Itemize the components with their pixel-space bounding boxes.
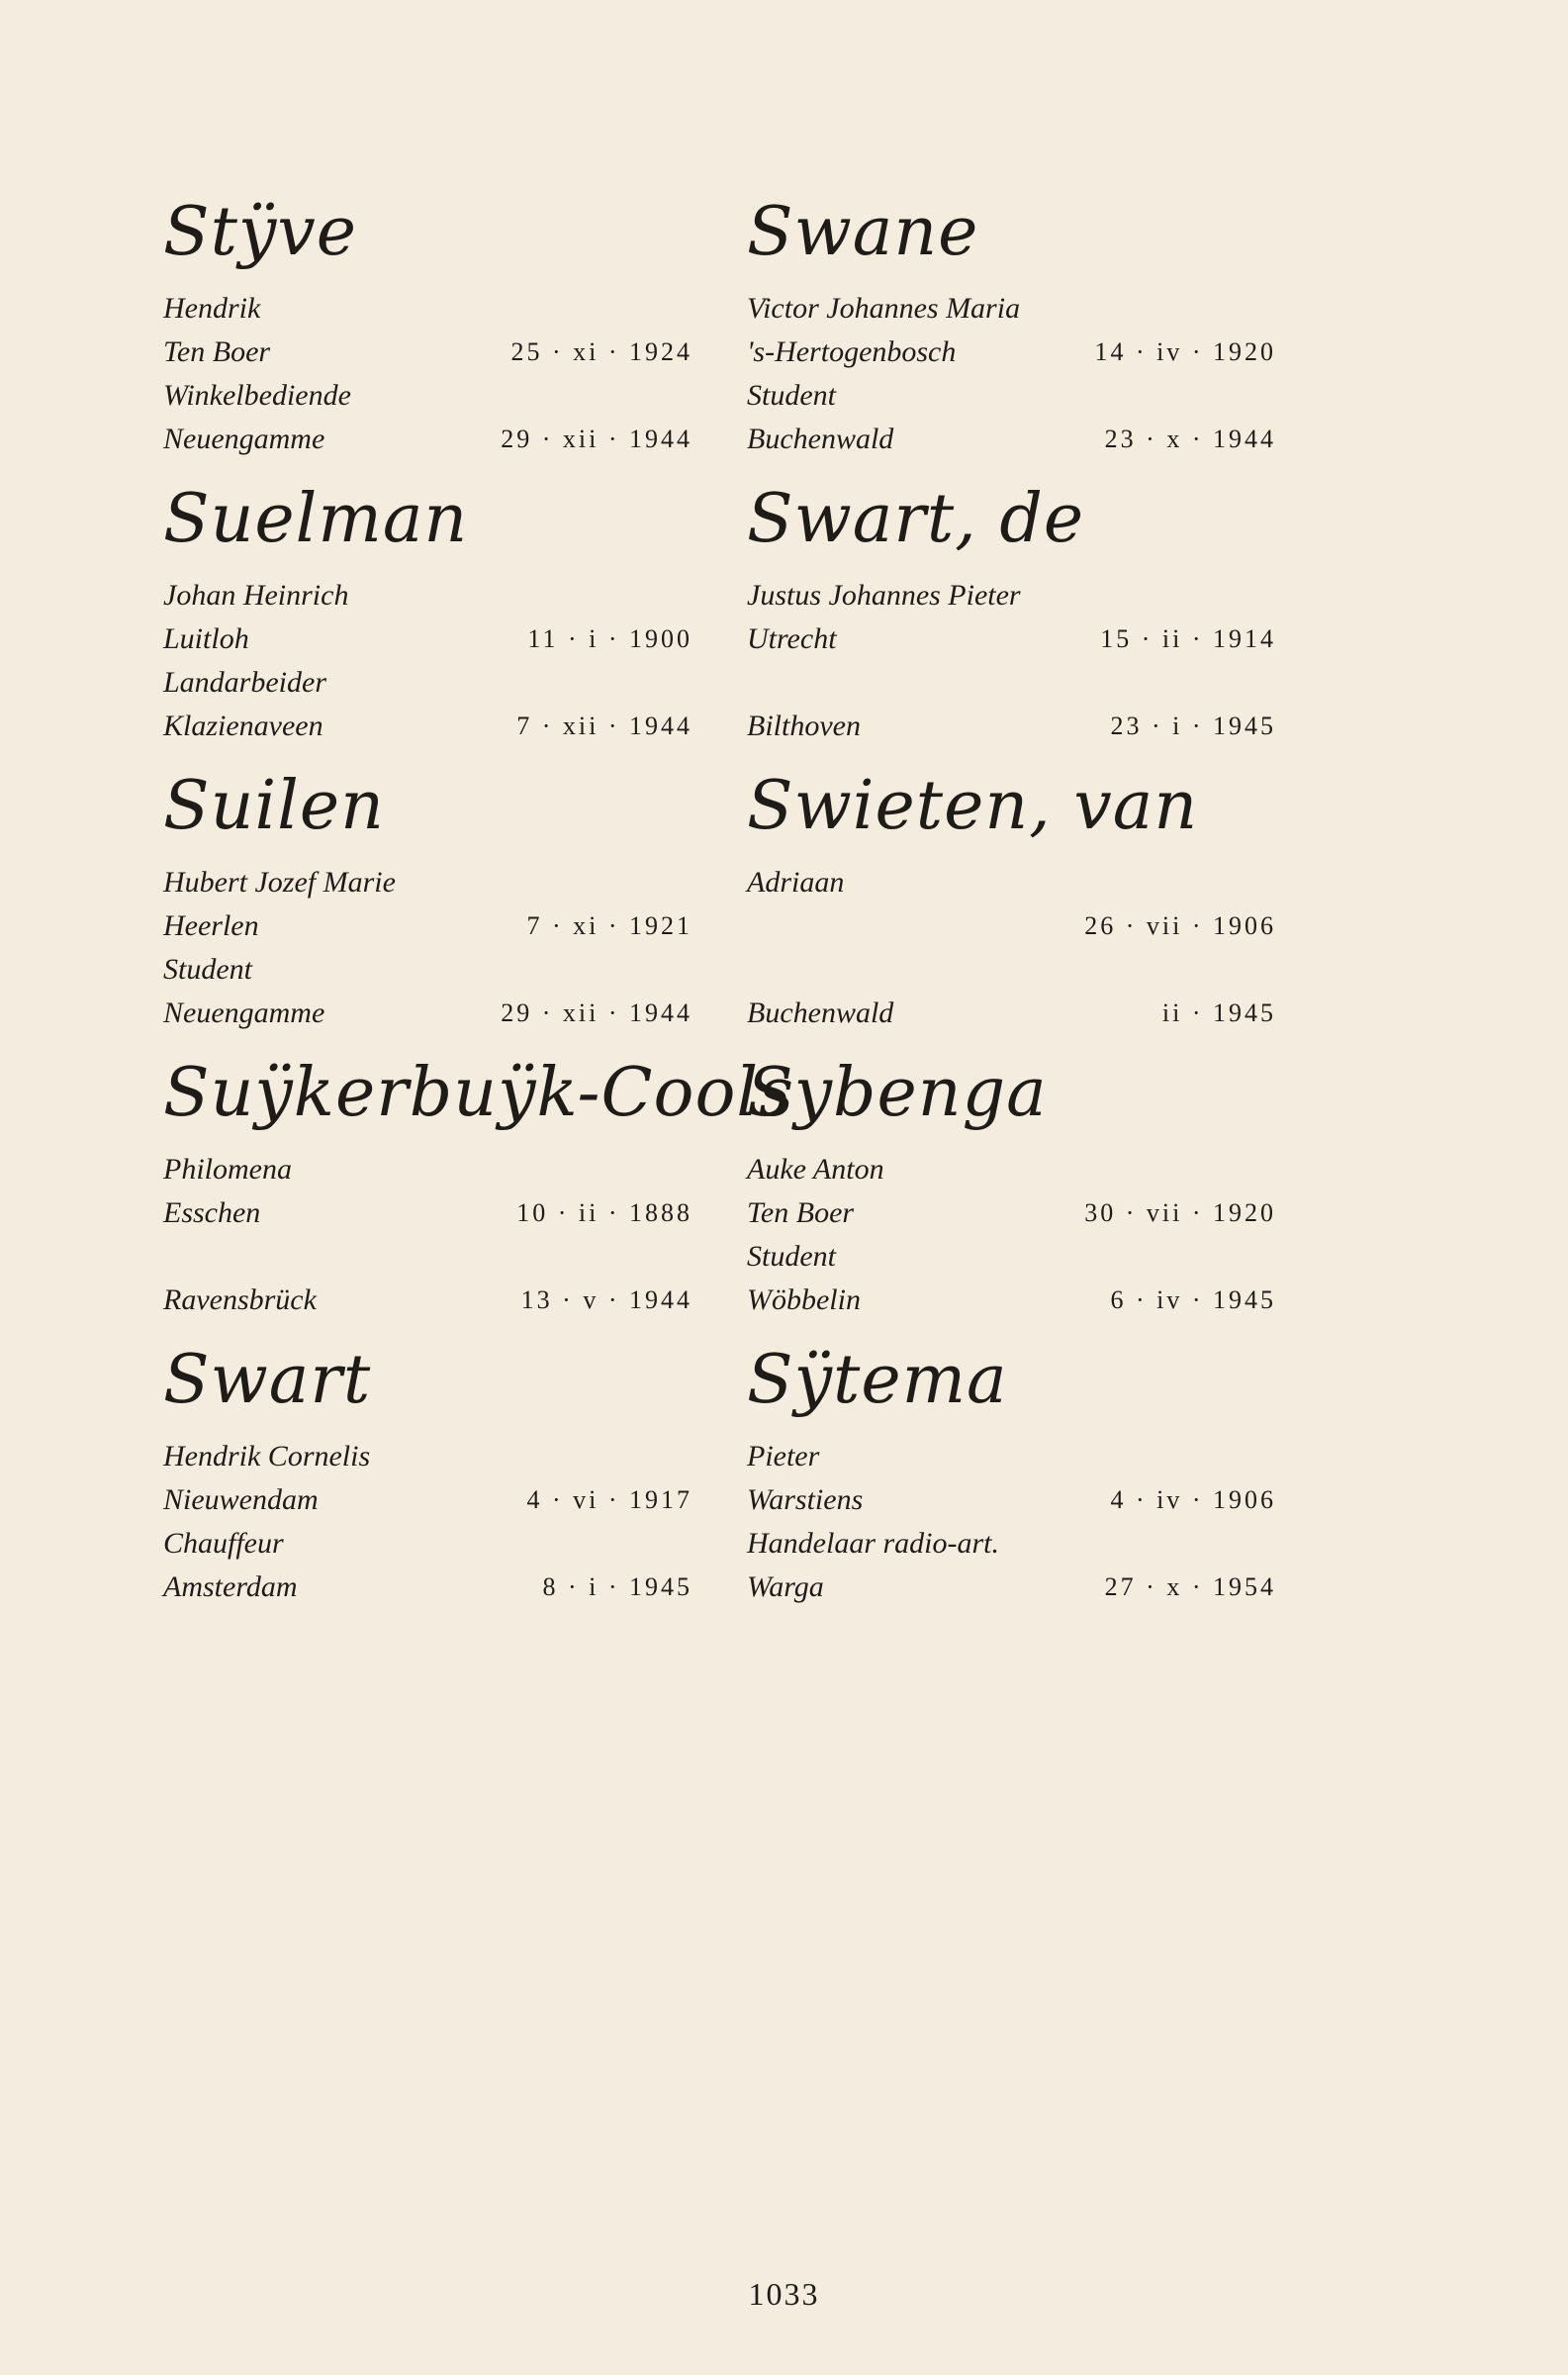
line-date: 11 · i · 1900 <box>527 624 692 653</box>
entry-occupation <box>163 374 717 418</box>
line-date: 23 · i · 1945 <box>1110 712 1276 740</box>
entry <box>163 762 717 1049</box>
line-text: Victor Johannes Maria <box>747 292 1021 325</box>
entry-occupation <box>747 948 1301 992</box>
entry-given-names <box>747 574 1301 618</box>
entry-surname: Swane <box>747 193 979 271</box>
entry-given-names <box>163 287 717 331</box>
entry-given-names <box>747 1148 1301 1191</box>
entry-given-names <box>747 287 1301 331</box>
entry-birth <box>747 618 1301 661</box>
line-date: ii · 1945 <box>1161 998 1276 1027</box>
line-text: Warga <box>747 1570 824 1603</box>
entry-given-names <box>163 861 717 904</box>
entry-birth <box>163 1478 717 1522</box>
line-date: 26 · vii · 1906 <box>1084 911 1276 940</box>
entry-occupation <box>163 661 717 705</box>
line-text: Wöbbelin <box>747 1283 861 1316</box>
line-text: Bilthoven <box>747 710 861 742</box>
entry-death <box>747 1566 1301 1609</box>
entry-surname: Swart, de <box>747 480 1085 558</box>
line-text: Heerlen <box>163 909 259 942</box>
line-text: Neuengamme <box>163 997 325 1029</box>
line-text: Buchenwald <box>747 997 894 1029</box>
line-date: 15 · ii · 1914 <box>1100 624 1276 653</box>
line-text: Luitloh <box>163 622 249 655</box>
line-text: Klazienaveen <box>163 710 323 742</box>
entry-birth <box>163 331 717 374</box>
line-date: 27 · x · 1954 <box>1104 1572 1276 1601</box>
line-text: Adriaan <box>747 866 845 899</box>
entry-occupation <box>747 1522 1301 1566</box>
entry-death <box>747 992 1301 1035</box>
line-date: 10 · ii · 1888 <box>516 1198 692 1227</box>
entry <box>747 1049 1301 1336</box>
line-date: 29 · xii · 1944 <box>501 425 692 453</box>
right-column <box>747 188 1301 1623</box>
entry-birth <box>747 904 1301 948</box>
entry <box>747 1336 1301 1623</box>
entry-given-names <box>163 1435 717 1478</box>
entry <box>747 762 1301 1049</box>
line-text: Justus Johannes Pieter <box>747 579 1021 612</box>
entry <box>747 475 1301 762</box>
line-text: Johan Heinrich <box>163 579 349 612</box>
line-date: 25 · xi · 1924 <box>510 337 692 366</box>
entry <box>163 188 717 475</box>
line-text: Landarbeider <box>163 666 326 699</box>
line-date: 4 · iv · 1906 <box>1110 1485 1276 1514</box>
entry-given-names <box>163 1148 717 1191</box>
line-text: Utrecht <box>747 622 837 655</box>
page-number: 1033 <box>748 2276 820 2312</box>
entry-occupation <box>163 1522 717 1566</box>
line-text: Nieuwendam <box>163 1483 319 1516</box>
line-text: 's-Hertogenbosch <box>747 335 957 368</box>
line-date: 4 · vi · 1917 <box>526 1485 692 1514</box>
entry-occupation <box>163 1235 717 1279</box>
entry-birth <box>747 1478 1301 1522</box>
entry-surname: Stÿve <box>163 193 357 271</box>
line-text: Pieter <box>747 1440 820 1472</box>
line-date: 30 · vii · 1920 <box>1084 1198 1276 1227</box>
line-text: Ten Boer <box>163 335 271 368</box>
entry-birth <box>747 331 1301 374</box>
line-text: Warstiens <box>747 1483 864 1516</box>
line-date: 23 · x · 1944 <box>1104 425 1276 453</box>
entry-surname: Suilen <box>163 767 385 845</box>
line-text: Buchenwald <box>747 423 894 455</box>
line-text: Hendrik <box>163 292 261 325</box>
entry-birth <box>163 904 717 948</box>
entry-death <box>163 1279 717 1322</box>
entry-occupation <box>747 374 1301 418</box>
entry-birth <box>747 1191 1301 1235</box>
line-text: Handelaar radio-art. <box>747 1527 999 1560</box>
line-text: Neuengamme <box>163 423 325 455</box>
line-date: 14 · iv · 1920 <box>1094 337 1276 366</box>
line-date: 8 · i · 1945 <box>542 1572 692 1601</box>
entry-given-names <box>163 574 717 618</box>
entry <box>747 188 1301 475</box>
entry-given-names <box>747 861 1301 904</box>
entry-death <box>163 1566 717 1609</box>
entry-birth <box>163 618 717 661</box>
line-text: Ten Boer <box>747 1196 855 1229</box>
line-text: Ravensbrück <box>163 1283 317 1316</box>
entry-surname: Swart <box>163 1341 372 1419</box>
entry-death <box>163 418 717 461</box>
line-date: 7 · xi · 1921 <box>526 911 692 940</box>
entry-given-names <box>747 1435 1301 1478</box>
entry-surname: Suelman <box>163 480 469 558</box>
line-text: Philomena <box>163 1153 292 1186</box>
line-text: Student <box>747 379 836 412</box>
line-text: Student <box>163 953 252 986</box>
line-text: Hubert Jozef Marie <box>163 866 396 899</box>
entry-surname: Sÿtema <box>747 1341 1008 1419</box>
line-text: Chauffeur <box>163 1527 284 1560</box>
line-text: Esschen <box>163 1196 261 1229</box>
entry-death <box>747 418 1301 461</box>
line-text: Hendrik Cornelis <box>163 1440 371 1472</box>
entry-death <box>163 705 717 748</box>
entry-surname: Swieten, van <box>747 767 1199 845</box>
line-text: Amsterdam <box>163 1570 298 1603</box>
entry-death <box>163 992 717 1035</box>
line-text: Student <box>747 1240 836 1273</box>
entry-surname: Suÿkerbuÿk-Cools <box>163 1054 795 1132</box>
line-date: 7 · xii · 1944 <box>516 712 692 740</box>
line-text: Auke Anton <box>747 1153 884 1186</box>
entry-occupation <box>747 1235 1301 1279</box>
line-date: 6 · iv · 1945 <box>1110 1285 1276 1314</box>
entry <box>163 1336 717 1623</box>
entry-birth <box>163 1191 717 1235</box>
entry-death <box>747 1279 1301 1322</box>
entry-occupation <box>163 948 717 992</box>
entry-death <box>747 705 1301 748</box>
line-text: Winkelbediende <box>163 379 351 412</box>
line-date: 29 · xii · 1944 <box>501 998 692 1027</box>
entry <box>163 475 717 762</box>
entry-surname: Sybenga <box>747 1054 1048 1132</box>
entry-occupation <box>747 661 1301 705</box>
line-date: 13 · v · 1944 <box>520 1285 692 1314</box>
